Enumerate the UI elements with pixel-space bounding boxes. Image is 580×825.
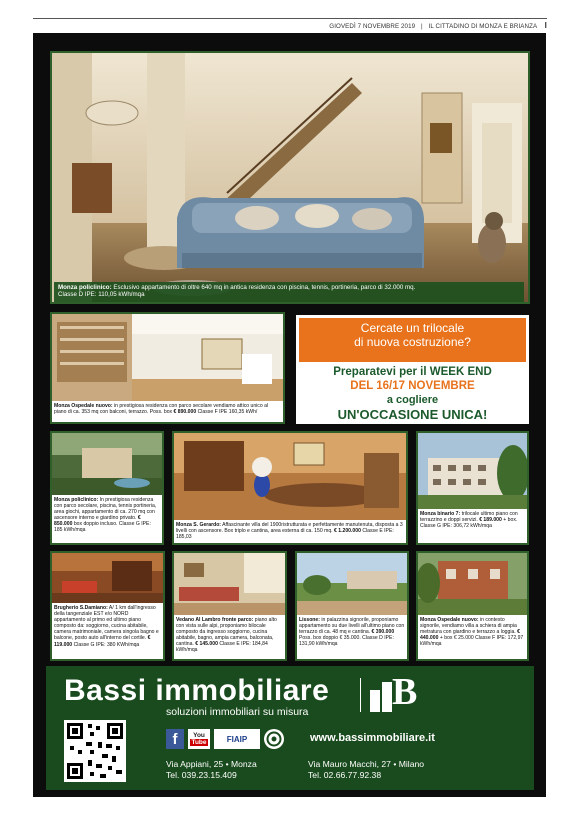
listing-price: € 850.000 [54, 515, 141, 528]
listing-text: Affascinante villa del 1900ristrutturata e perfettamente manutenuta, disposta a 3 livelli con ascensore. Box triplo e cantina, area esterna di ca. 150 mq. [176, 522, 403, 535]
listing-card-ospedale-villa [416, 551, 529, 661]
page-number: I [544, 21, 547, 30]
listing-caption-binario [420, 511, 525, 529]
promo-line-d: DEL 16/17 NOVEMBRE [350, 380, 475, 392]
promo-line-b: di nuova costruzione? [354, 334, 471, 349]
listing-card-brugherio [50, 551, 165, 661]
listing-title: Monza policlinico: [54, 497, 99, 503]
listing-title: Brugherio S.Damiano: [54, 605, 108, 611]
facebook-label: f [172, 730, 178, 748]
listing-price: € 119.000 [54, 635, 151, 648]
photo-brugherio-living [52, 553, 163, 603]
office-monza-phone: Tel. 039.23.15.409 [166, 769, 237, 780]
listing-text: A/ 1 km dall'ingresso della tangenziale EST e/o NORD appartamento al primo ed ultimo piano composto da: soggiorno, cucina abitabile, camera matrimoniale, camera singola bagno e balcone, posto auto all'interno del cortile. [54, 605, 159, 642]
listing-energy: Classe E IPE: 184,84 kWh/mqa [176, 641, 268, 654]
agency-logo-letter: B [392, 671, 418, 713]
listing-caption-ospedale-nuovo [54, 403, 281, 415]
listing-card-vedano [172, 551, 287, 661]
hero-photo-living-room [52, 53, 528, 302]
office-monza-street: Via Appiani, 25 • Monza [166, 759, 257, 769]
hero-caption [54, 282, 524, 302]
office-milano-street: Via Mauro Macchi, 27 • Milano [308, 759, 425, 769]
photo-villa-dining [174, 433, 406, 520]
facebook-icon[interactable] [166, 729, 184, 749]
listing-caption-san-gerardo [176, 522, 404, 540]
qr-code-icon [64, 720, 126, 782]
hero-listing-card [50, 51, 530, 304]
youtube-label-b: Tube [191, 739, 207, 746]
youtube-icon[interactable] [188, 729, 210, 749]
photo-attic-library [52, 314, 283, 401]
listing-card-ospedale-nuovo [50, 312, 285, 424]
header-rule [33, 18, 547, 19]
listing-energy: Classe G IPE: 380 KWh/mqa [73, 641, 140, 648]
listing-caption-vedano [176, 617, 283, 654]
photo-villa-garden [418, 553, 527, 615]
listing-price: € 189.000 [479, 517, 502, 524]
promo-line-e: a cogliere [386, 394, 439, 406]
listing-text: piano alto con vista sulle alpi, proponiamo bilocale composto da ingresso soggiorno, cucina abitabile, bagno, ampia camera, balconata, cantina. [176, 617, 277, 648]
listing-text: in palazzina signorile, proponiamo appartamento su due livelli all'ultimo piano con terrazzo di ca. 48 mq e cantina. [299, 617, 405, 636]
listing-title: Lissone: [299, 617, 320, 623]
listing-energy: Poss. box doppio € 35.000. Classe D IPE: 131,90 kWh/mqa [299, 635, 394, 648]
listing-price: € 440.000 [420, 629, 520, 642]
promo-orange-banner [299, 318, 526, 362]
office-milano [308, 759, 424, 780]
listing-text: trilocale ultimo piano con terrazzino e doppi servizi. [420, 511, 518, 524]
agency-tagline: soluzioni immobiliari su misura [166, 706, 309, 718]
listing-energy: box doppio incluso. Classe G IPE: 185 kWh/mqa [54, 521, 151, 534]
agency-footer [46, 666, 534, 790]
office-milano-phone: Tel. 02.66.77.92.38 [308, 769, 382, 780]
listing-card-lissone [295, 551, 409, 661]
listing-text: in prestigiosa residenza con parco secolare vendiamo attico unico al piano di ca. 353 mq con balconi, terrazzo. Poss. box [54, 403, 269, 416]
fiaip-label: FIAIP [226, 734, 248, 744]
photo-garden-pool [52, 433, 162, 495]
promo-line-c: Preparatevi per il WEEK END [333, 366, 492, 378]
listing-text: In prestigiosa residenza con parco secolare, piscina, tennis portineria, area giochi, appartamento di ca. 270 mq con ascensore interno e giardino privato. [54, 497, 157, 522]
promo-line-f: UN'OCCASIONE UNICA! [337, 407, 488, 422]
listing-card-san-gerardo [172, 431, 408, 545]
listing-title: Monza binario 7: [420, 511, 461, 517]
listing-title: Vedano Al Lambro fronte parco: [176, 617, 254, 623]
listing-energy: + box € 25.000 Classe F IPE: 172,97 kWh/mqa [420, 635, 524, 648]
listing-title: Monza Ospedale nuovo: [54, 403, 113, 409]
brand-divider [360, 678, 361, 712]
agency-logo-icon [368, 671, 420, 714]
hero-energy-class: Classe D IPE: 110,05 kWh/mqa [58, 291, 145, 299]
photo-apartment-building [418, 433, 527, 509]
certification-badge-icon [264, 729, 284, 749]
listing-caption-policlinico [54, 497, 160, 534]
listing-card-policlinico [50, 431, 164, 545]
listing-price: € 145.000 [195, 641, 218, 648]
listing-title: Monza S. Gerardo: [176, 522, 222, 528]
listing-caption-ospedale-villa [420, 617, 525, 647]
listing-price: € 390.000 [371, 629, 395, 636]
header-date: GIOVEDÌ 7 NOVEMBRE 2019 [329, 23, 416, 30]
listing-price: € 890.000 [173, 409, 197, 416]
listing-card-binario [416, 431, 529, 545]
office-monza [166, 759, 257, 780]
photo-lissone-terrace [297, 553, 407, 615]
listing-caption-brugherio [54, 605, 161, 648]
hero-text: Esclusivo appartamento di oltre 640 mq in antica residenza con piscina, tennis, portineria, parco di 32.000 mq. [113, 284, 416, 291]
youtube-label-a: You [193, 732, 205, 739]
listing-energy: Classe E IPE: 185,03 [176, 528, 394, 541]
listing-energy: + box. Classe G IPE: 306,72 kWh/mqa [420, 517, 518, 530]
listing-energy: Classe F IPE 160,35 kWh/ [197, 409, 258, 416]
header-newspaper: IL CITTADINO DI MONZA E BRIANZA [428, 23, 537, 30]
listing-caption-lissone [299, 617, 405, 647]
listing-price: € 1.200.000 [334, 528, 361, 535]
promo-box [296, 315, 529, 424]
hero-title: Monza policlinico: [58, 284, 112, 291]
listing-text: in contesto signorile, vendiamo villa a schiera di ampia metratura con giardino e terrazzo a loggia. [420, 617, 517, 636]
listing-title: Monza Ospedale nuovo: [420, 617, 479, 623]
agency-website-link[interactable]: www.bassimmobiliare.it [310, 732, 435, 744]
newspaper-header [325, 21, 547, 30]
fiaip-logo-icon [214, 729, 260, 749]
agency-brand-name: Bassi immobiliare [64, 674, 330, 707]
header-separator: | [421, 23, 423, 30]
promo-line-a: Cercate un trilocale [360, 321, 465, 335]
photo-vedano-living [174, 553, 285, 615]
